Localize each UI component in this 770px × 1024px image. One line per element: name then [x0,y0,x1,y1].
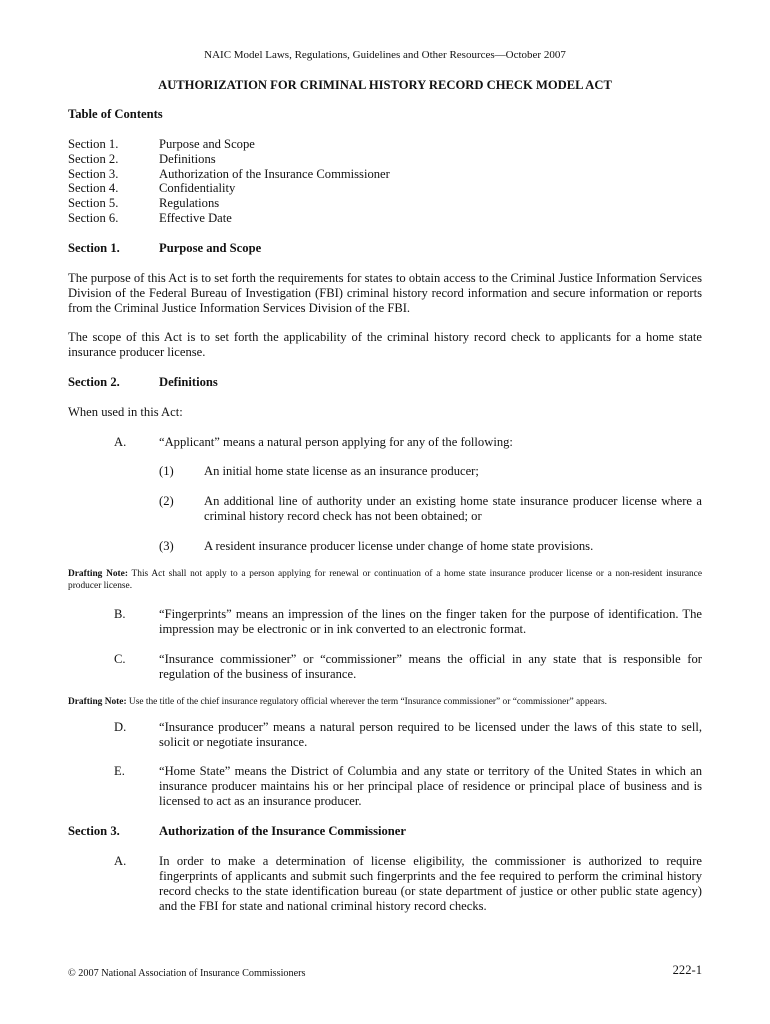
definition-insurance-commissioner: “Insurance commissioner” or “commissioner” means the official in any state that is responsible for regulation of the business of insurance. [159,652,702,681]
document-title: AUTHORIZATION FOR CRIMINAL HISTORY RECORD CHECK MODEL ACT [158,78,612,92]
definition-applicant: “Applicant” means a natural person applying for any of the following: [159,435,513,449]
item-letter: D. [114,720,127,734]
toc-section-title: Effective Date [159,211,232,225]
toc-section-number: Section 1. [68,137,119,151]
toc-section-number: Section 4. [68,181,119,195]
authorization-paragraph: In order to make a determination of license eligibility, the commissioner is authorized to require fingerprints of applicants and submit such fingerprints and the fee required to perform the criminal history record checks to the state identification bureau (or state department of justice or other public state agency) and the FBI for state and national criminal history record checks. [159,854,702,913]
item-letter: A. [114,854,127,868]
toc-section-title: Authorization of the Insurance Commissioner [159,167,390,181]
toc-section-title: Purpose and Scope [159,137,255,151]
toc-section-number: Section 6. [68,211,119,225]
page-number: 222-1 [672,963,702,977]
drafting-note-label: Drafting Note: [68,569,128,579]
item-letter: C. [114,652,126,666]
toc-section-title: Confidentiality [159,181,236,195]
toc-section-number: Section 5. [68,196,119,210]
toc-section-number: Section 2. [68,152,119,166]
sub-item-number: (1) [159,464,174,478]
sub-item-text: An initial home state license as an insurance producer; [204,464,479,478]
section-1-number: Section 1. [68,241,120,255]
toc-heading: Table of Contents [68,107,163,121]
definition-home-state: “Home State” means the District of Columbia and any state or territory of the United States in which an insurance producer maintains his or her principal place of residence or principal place of business and is licensed to act as an insurance producer. [159,764,702,808]
drafting-note [68,568,702,592]
drafting-note [68,696,702,708]
sub-item-text: An additional line of authority under an existing home state insurance producer license where a criminal history record check has not been obtained; or [204,494,702,523]
item-letter: E. [114,764,125,778]
section-1-purpose-paragraph: The purpose of this Act is to set forth the requirements for states to obtain access to the Criminal Justice Information Services Division of the Federal Bureau of Investigation (FBI) criminal history record information and secure information or reports from the Criminal Justice Information Services Division of the FBI. [68,271,702,315]
section-3-number: Section 3. [68,824,120,838]
item-letter: B. [114,607,126,621]
sub-item-text: A resident insurance producer license under change of home state provisions. [204,539,594,553]
drafting-note-label: Drafting Note: [68,697,127,707]
section-2-title: Definitions [159,375,218,389]
section-1-scope-paragraph: The scope of this Act is to set forth the applicability of the criminal history record check to applicants for a home state insurance producer license. [68,330,702,359]
item-letter: A. [114,435,127,449]
section-2-intro: When used in this Act: [68,405,183,419]
section-2-number: Section 2. [68,375,120,389]
definition-fingerprints: “Fingerprints” means an impression of the lines on the finger taken for the purpose of identification. The impression may be electronic or in ink converted to an electronic format. [159,607,702,636]
sub-item-number: (3) [159,539,174,553]
section-3-title: Authorization of the Insurance Commissioner [159,824,406,838]
toc-section-title: Regulations [159,196,220,210]
drafting-note-text: This Act shall not apply to a person applying for renewal or continuation of a home state insurance producer license or a non-resident insurance producer license. [68,569,702,591]
toc-section-title: Definitions [159,152,216,166]
section-1-title: Purpose and Scope [159,241,262,255]
copyright-notice: © 2007 National Association of Insurance Commissioners [68,968,306,979]
running-header: NAIC Model Laws, Regulations, Guidelines and Other Resources—October 2007 [204,49,566,61]
definition-insurance-producer: “Insurance producer” means a natural person required to be licensed under the laws of this state to sell, solicit or negotiate insurance. [159,720,702,749]
toc-section-number: Section 3. [68,167,119,181]
drafting-note-text: Use the title of the chief insurance regulatory official wherever the term “Insurance commissioner” or “commissioner” appears. [126,697,607,707]
sub-item-number: (2) [159,494,174,508]
